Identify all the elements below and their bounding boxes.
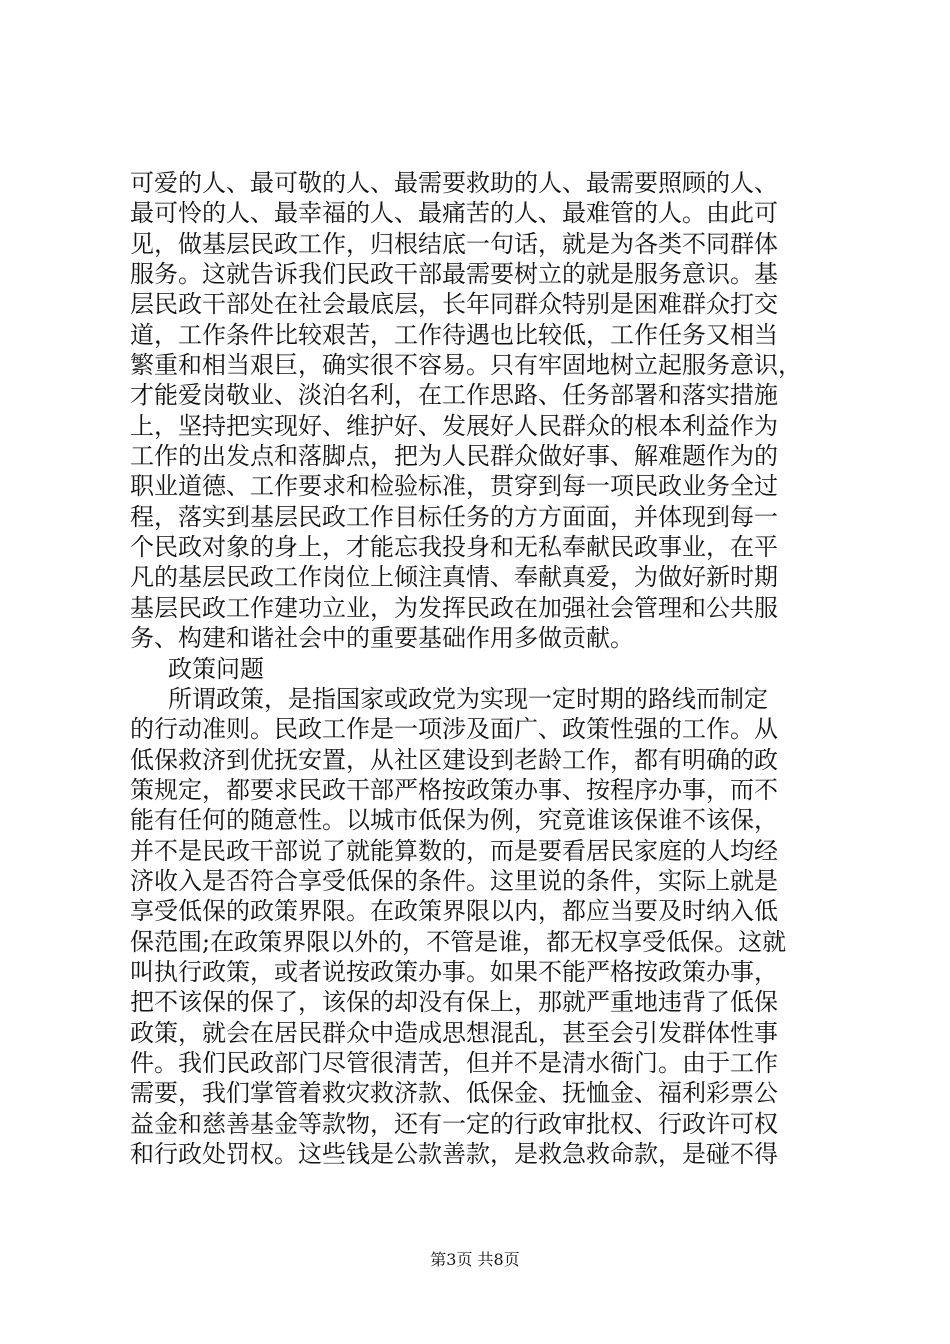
text-line: 务、构建和谐社会中的重要基础作用多做贡献。: [130, 624, 634, 653]
text-line: 的行动准则。民政工作是一项涉及面广、政策性强的工作。从: [130, 715, 778, 744]
text-line: 个民政对象的身上，才能忘我投身和无私奉献民政事业，在平: [130, 533, 778, 562]
text-line: 件。我们民政部门尽管很清苦，但并不是清水衙门。由于工作: [130, 1048, 778, 1077]
text-line: 把不该保的保了，该保的却没有保上，那就严重地违背了低保: [130, 988, 778, 1017]
text-line: 上，坚持把实现好、维护好、发展好人民群众的根本利益作为: [130, 411, 778, 440]
text-line: 可爱的人、最可敬的人、最需要救助的人、最需要照顾的人、: [130, 169, 778, 197]
text-line: 工作的出发点和落脚点，把为人民群众做好事、解难题作为的: [130, 442, 778, 471]
text-line: 程，落实到基层民政工作目标任务的方方面面，并体现到每一: [130, 502, 778, 531]
text-line: 道，工作条件比较艰苦，工作待遇也比较低，工作任务又相当: [130, 320, 778, 349]
text-line: 所谓政策，是指国家或政党为实现一定时期的路线而制定: [168, 684, 768, 713]
section-heading: 政策问题: [168, 654, 264, 683]
text-line: 职业道德、工作要求和检验标准，贯穿到每一项民政业务全过: [130, 472, 778, 501]
text-line: 基层民政工作建功立业，为发挥民政在加强社会管理和公共服: [130, 593, 778, 622]
text-line: 政策，就会在居民群众中造成思想混乱，甚至会引发群体性事: [130, 1018, 778, 1047]
body-text: [130, 168, 830, 1169]
text-line: 能有任何的随意性。以城市低保为例，究竟谁该保谁不该保，: [130, 806, 778, 835]
text-line: 凡的基层民政工作岗位上倾注真情、奉献真爱，为做好新时期: [130, 563, 778, 592]
text-line: 益金和慈善基金等款物，还有一定的行政审批权、行政许可权: [130, 1109, 778, 1138]
text-line: 层民政干部处在社会最底层，长年同群众特别是困难群众打交: [130, 290, 778, 319]
text-line: 需要，我们掌管着救灾救济款、低保金、抚恤金、福利彩票公: [130, 1079, 778, 1108]
text-line: 服务。这就告诉我们民政干部最需要树立的就是服务意识。基: [130, 260, 778, 289]
text-line: 才能爱岗敬业、淡泊名利，在工作思路、任务部署和落实措施: [130, 381, 778, 410]
text-line: 见，做基层民政工作，归根结底一句话，就是为各类不同群体: [130, 229, 778, 258]
text-line: 和行政处罚权。这些钱是公款善款，是救急救命款，是碰不得: [130, 1140, 778, 1168]
text-line: 叫执行政策，或者说按政策办事。如果不能严格按政策办事，: [130, 957, 778, 986]
paragraph-1: [130, 168, 830, 654]
text-line: 最可怜的人、最幸福的人、最痛苦的人、最难管的人。由此可: [130, 199, 778, 228]
page-number-footer: 第3页 共8页: [430, 1250, 520, 1269]
text-line: 繁重和相当艰巨，确实很不容易。只有牢固地树立起服务意识，: [130, 351, 802, 380]
text-line: 保范围;在政策界限以外的，不管是谁，都无权享受低保。这就: [130, 927, 787, 956]
text-line: 享受低保的政策界限。在政策界限以内，都应当要及时纳入低: [130, 897, 778, 926]
text-line: 低保救济到优抚安置，从社区建设到老龄工作，都有明确的政: [130, 745, 778, 774]
text-line: 并不是民政干部说了就能算数的，而是要看居民家庭的人均经: [130, 836, 778, 865]
paragraph-2: [130, 684, 830, 1170]
text-line: 济收入是否符合享受低保的条件。这里说的条件，实际上就是: [130, 866, 778, 895]
text-line: 策规定，都要求民政干部严格按政策办事、按程序办事，而不: [130, 775, 778, 804]
